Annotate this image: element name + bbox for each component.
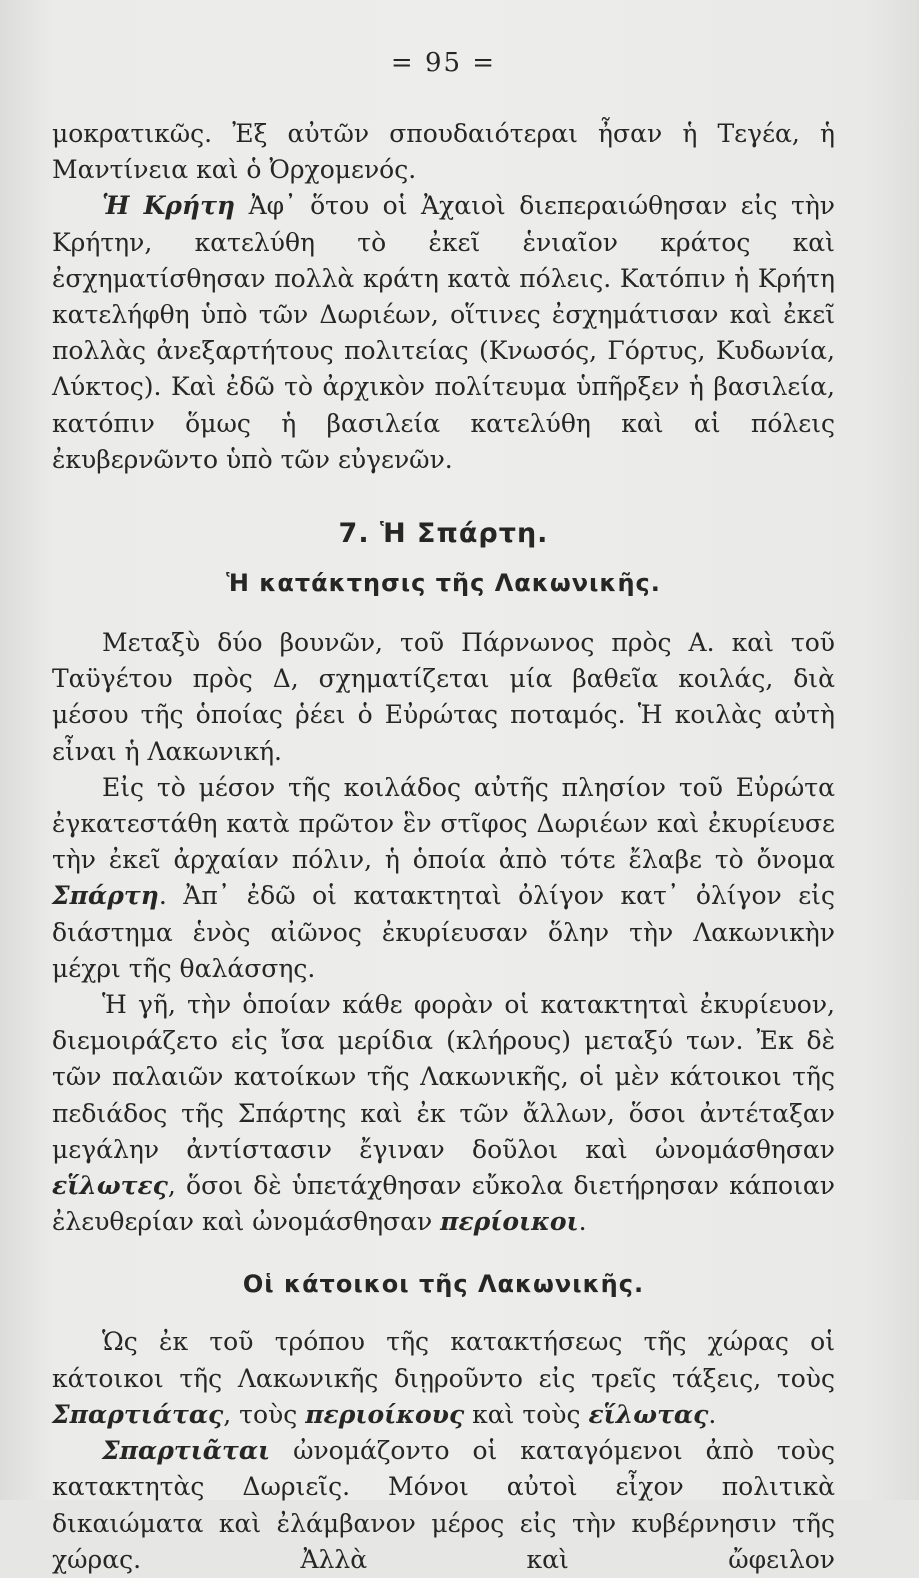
subtitle-conquest-of-laconia: Ἡ κατάκτησις τῆς Λακωνικῆς. <box>226 569 661 598</box>
term-perioikous: περιοίκους <box>305 1399 465 1429</box>
paragraph-text: Ὡς ἐκ τοῦ τρόπου τῆς κατακτήσεως τῆς χώρας οἱ κάτοικοι τῆς Λακωνικῆς διῃροῦντο εἰς τρεῖς τάξεις, τοὺς <box>52 1327 835 1393</box>
paragraph-crete <box>52 188 835 478</box>
paragraph-spartiates <box>52 1433 835 1578</box>
paragraph-text: Ἡ γῆ, τὴν ὁποίαν κάθε φορὰν οἱ κατακτηταὶ ἐκυρίευον, διεμοιράζετο εἰς ἴσα μερίδια (κλήρους) μεταξύ των. Ἐκ δὲ τῶν παλαιῶν κατοίκων τῆς Λακωνικῆς, οἱ μὲν κάτοικοι τῆς πεδιάδος τῆς Σπάρτης καὶ ἐκ τῶν ἄλλων, ὅσοι ἀντέταξαν μεγάλην ἀντίστασιν ἔγιναν δοῦλοι καὶ ὠνομάσθησαν <box>52 990 835 1164</box>
paragraph-text: Ἀφ᾽ ὅτου οἱ Ἀχαιοὶ διεπεραιώθησαν εἰς τὴν Κρήτην, κατελύθη τὸ ἐκεῖ ἑνιαῖον κράτος καὶ ἐσχηματίσθησαν πολλὰ κράτη κατὰ πόλεις. Κατόπιν ἡ Κρήτη κατελήφθη ὑπὸ τῶν Δωριέων, οἵτινες ἐσχημάτισαν καὶ ἐκεῖ πολλὰς ἀνεξαρτήτους πολιτείας (Κνωσός, Γόρτυς, Κυδωνία, Λύκτος). Καὶ ἐδῶ τὸ ἀρχικὸν πολίτευμα ὑπῆρξεν ἡ βασιλεία, κατόπιν ὅμως ἡ βασιλεία κατελύθη καὶ αἱ πόλεις ἐκυβερνῶντο ὑπὸ τῶν εὐγενῶν. <box>52 191 836 474</box>
term-crete: Ἡ Κρήτη <box>102 191 236 221</box>
paragraph-text: μοκρατικῶς. Ἐξ αὐτῶν σπουδαιότεραι ἦσαν ἡ Τεγέα, ἡ Μαντίνεια καὶ ὁ Ὀρχομενός. <box>52 119 835 185</box>
paragraph-text: . <box>708 1399 717 1429</box>
term-spartiates: Σπαρτιάτας <box>52 1399 224 1429</box>
paragraph-laconia-valley <box>52 625 835 770</box>
section-title-sparta: 7. Ἡ Σπάρτη. <box>338 518 549 550</box>
page-number: = 95 = <box>390 48 497 78</box>
paragraph-text: Μεταξὺ δύο βουνῶν, τοῦ Πάρνωνος πρὸς Α. καὶ τοῦ Ταϋγέτου πρὸς Δ, σχηματίζεται μία βαθεῖα κοιλάς, διὰ μέσου τῆς ὁποίας ῥέει ὁ Εὐρώτας ποταμός. Ἡ κοιλὰς αὐτὴ εἶναι ἡ Λακωνική. <box>52 628 835 766</box>
paragraph-text: , τοὺς <box>223 1399 298 1429</box>
paragraph-land-division <box>52 987 835 1240</box>
paragraph-three-classes <box>52 1324 835 1433</box>
paragraph-arkadia-end <box>52 116 835 188</box>
term-helots: εἵλωτες <box>52 1171 168 1201</box>
term-perioikoi: περίοικοι <box>440 1207 579 1237</box>
paragraph-text: Εἰς τὸ μέσον τῆς κοιλάδος αὐτῆς πλησίον τοῦ Εὐρώτα ἐγκατεστάθη κατὰ πρῶτον ἓν στῖφος Δωριέων καὶ ἐκυρίευσε τὴν ἐκεῖ ἀρχαίαν πόλιν, ἡ ὁποία ἀπὸ τότε ἔλαβε τὸ ὄνομα <box>52 772 835 875</box>
term-heilotas: εἵλωτας <box>588 1399 709 1429</box>
paragraph-text: ὠνομάζοντο οἱ καταγόμενοι ἀπὸ τοὺς κατακτητὰς Δωριεῖς. Μόνοι αὐτοὶ εἶχον πολιτικὰ δικαιώματα καὶ ἐλάμβανον μέρος εἰς τὴν κυβέρνησιν τῆς χώρας. Ἀλλὰ καὶ ὤφειλον <box>52 1436 836 1574</box>
paragraph-dorian-settlement <box>52 770 835 987</box>
term-sparta: Σπάρτη <box>52 881 159 911</box>
paragraph-text: καὶ τοὺς <box>472 1399 581 1429</box>
paragraph-text: . <box>578 1207 587 1237</box>
subtitle-inhabitants-of-laconia: Οἱ κάτοικοι τῆς Λακωνικῆς. <box>242 1270 645 1299</box>
paragraph-text: . Ἀπ᾽ ἐδῶ οἱ κατακτηταὶ ὀλίγον κατ᾽ ὀλίγον εἰς διάστημα ἑνὸς αἰῶνος ἐκυρίευσαν ὅλην τὴν Λακωνικὴν μέχρι τῆς θαλάσσης. <box>52 881 835 983</box>
paragraph-text: , ὅσοι δὲ ὑπετάχθησαν εὔκολα διετήρησαν κάποιαν ἐλευθερίαν καὶ ὠνομάσθησαν <box>52 1171 835 1237</box>
term-spartiatai: Σπαρτιᾶται <box>102 1436 271 1466</box>
